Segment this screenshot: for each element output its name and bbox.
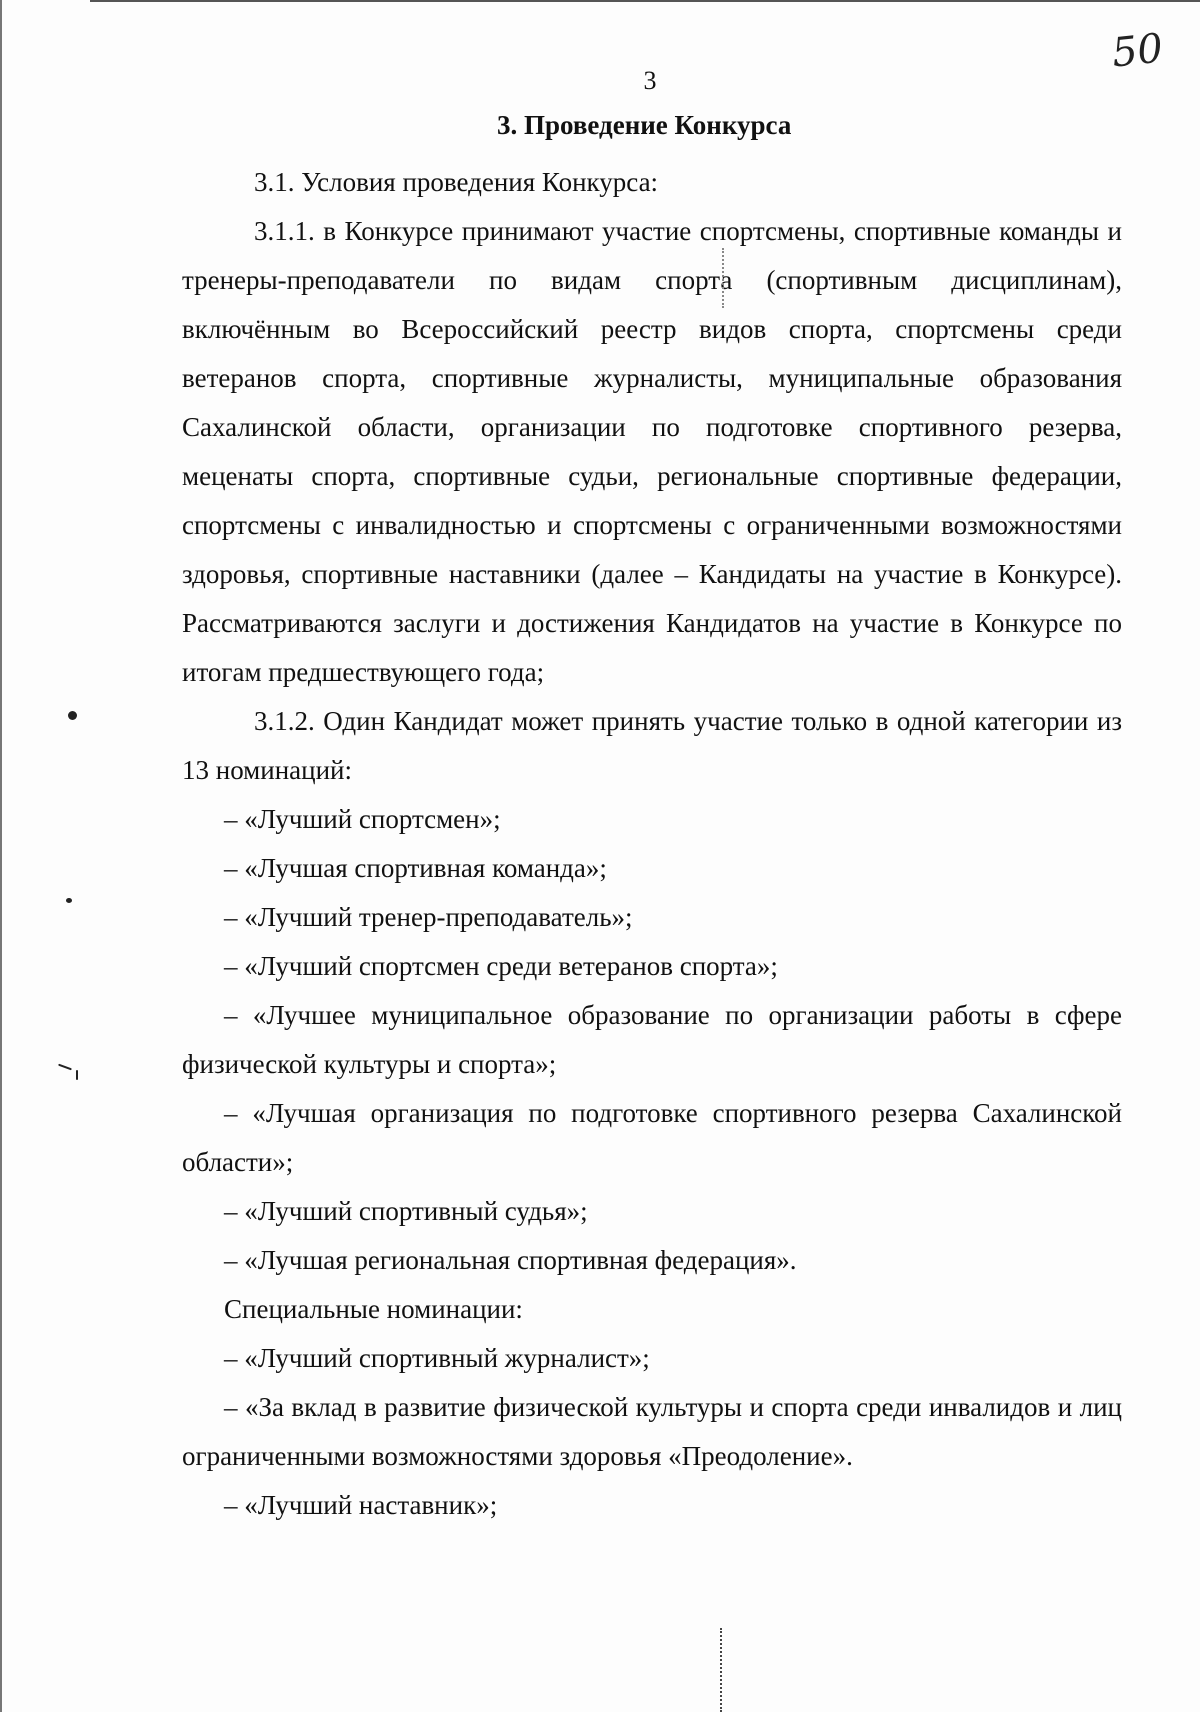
nomination-item: – «Лучший спортсмен»; xyxy=(224,804,501,834)
nomination-item: – «Лучшая региональная спортивная федерация». xyxy=(224,1245,797,1275)
handwritten-page-number: 50 xyxy=(1109,25,1166,77)
nomination-item: – «Лучшая спортивная команда»; xyxy=(224,853,607,883)
scan-speck xyxy=(68,711,77,720)
special-nomination-item: – «Лучший спортивный журналист»; xyxy=(224,1343,650,1373)
scan-left-edge xyxy=(0,0,2,1712)
scan-dotted-line xyxy=(720,1628,723,1712)
nomination-item: – «Лучший тренер-преподаватель»; xyxy=(224,902,633,932)
nomination-item: – «Лучший спортсмен среди ветеранов спорта»; xyxy=(224,951,778,981)
paragraph-3-1-1: 3.1.1. в Конкурсе принимают участие спортсмены, спортивные команды и тренеры-преподаватели по видам спорта (спортивным дисциплинам), включённым во Всероссийский реестр видов спорта, спортсмены среди ветеранов спорта, спортивные журналисты, муниципальные образования Сахалинской области, организации по подготовке спортивного резерва, меценаты спорта, спортивные судьи, региональные спортивные федерации, спортсмены с инвалидностью и спортсмены с ограниченными возможностями здоровья, спортивные наставники (далее – Кандидаты на участие в Конкурсе). Рассматриваются заслуги и достижения Кандидатов на участие в Конкурсе по итогам предшествующего года; xyxy=(182,216,1122,687)
document-body xyxy=(182,158,1122,1530)
scan-speck xyxy=(58,1064,72,1071)
special-nominations-label: Специальные номинации: xyxy=(224,1294,523,1324)
scan-top-edge xyxy=(90,0,1200,2)
nomination-item: – «Лучшая организация по подготовке спортивного резерва Сахалинской области»; xyxy=(182,1098,1122,1177)
special-nomination-item: – «За вклад в развитие физической культуры и спорта среди инвалидов и лиц ограниченными возможностями здоровья «Преодоление». xyxy=(182,1392,1122,1471)
scan-speck xyxy=(76,1070,78,1080)
nomination-item: – «Лучшее муниципальное образование по организации работы в сфере физической культуры и спорта»; xyxy=(182,1000,1122,1079)
nomination-item: – «Лучший спортивный судья»; xyxy=(224,1196,588,1226)
scan-speck xyxy=(66,898,72,903)
section-heading: 3. Проведение Конкурса xyxy=(497,110,792,140)
scan-dotted-line xyxy=(722,248,725,308)
special-nomination-item: – «Лучший наставник»; xyxy=(224,1490,498,1520)
paragraph-3-1-2: 3.1.2. Один Кандидат может принять участие только в одной категории из 13 номинаций: xyxy=(182,706,1122,785)
paragraph-conditions: 3.1. Условия проведения Конкурса: xyxy=(254,167,659,197)
page-number: 3 xyxy=(643,66,657,95)
